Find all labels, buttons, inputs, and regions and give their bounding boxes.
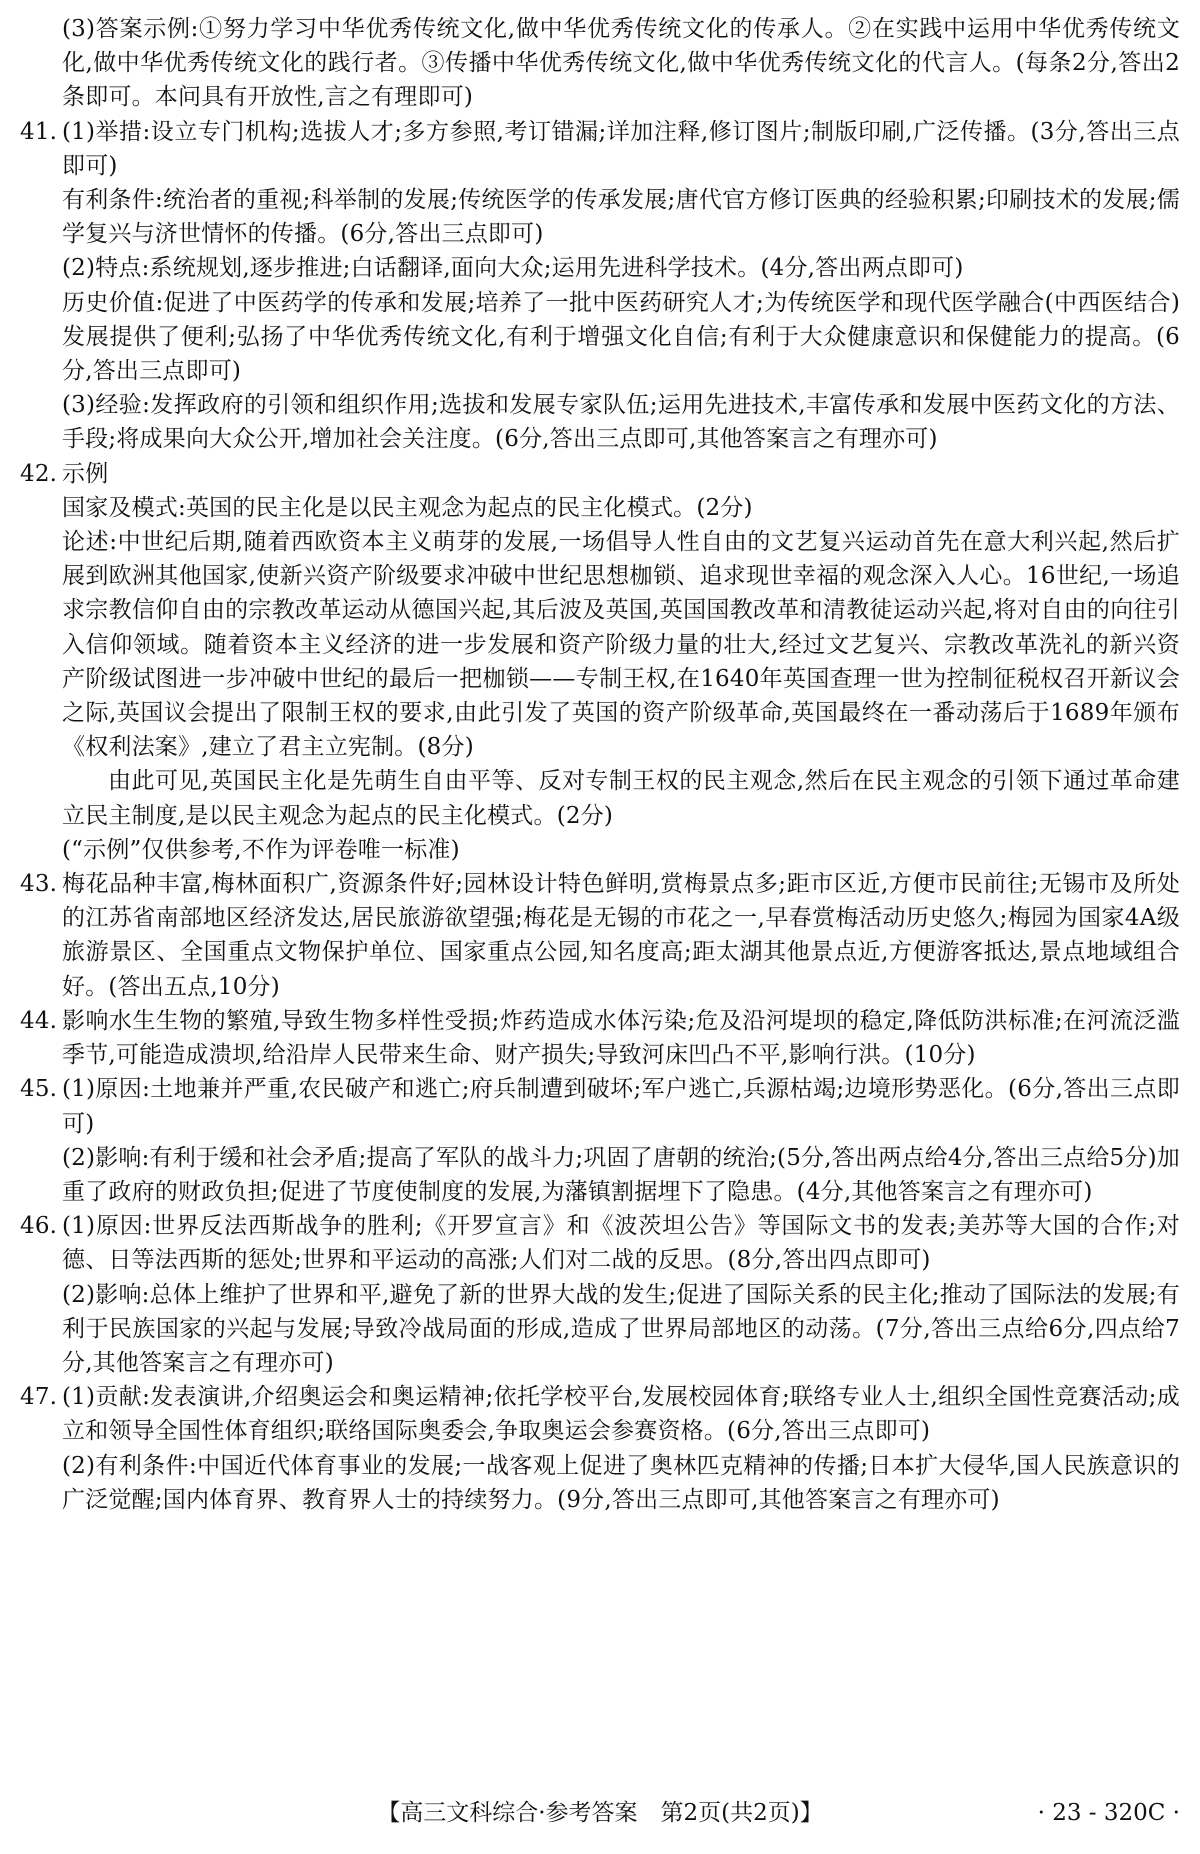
q45-causes: (1)原因:土地兼并严重,农民破产和逃亡;府兵制遭到破坏;军户逃亡,兵源枯竭;边境形势恶化。(6分,答出三点即可) [62,1076,1180,1137]
question-number: 41. [20,118,58,145]
question-45 [20,1072,1180,1209]
q47-contributions: (1)贡献:发表演讲,介绍奥运会和奥运精神;依托学校平台,发展校园体育;联络专业人士,组织全国性竞赛活动;成立和领导全国性体育组织;联络国际奥委会,争取奥运会参赛资格。(6分,答出三点即可) [62,1384,1180,1445]
q42-discussion: 论述:中世纪后期,随着西欧资本主义萌芽的发展,一场倡导人性自由的文艺复兴运动首先在意大利兴起,然后扩展到欧洲其他国家,使新兴资产阶级要求冲破中世纪思想枷锁、追求现世幸福的观念深入人心。16世纪,一场追求宗教信仰自由的宗教改革运动从德国兴起,其后波及英国,英国国教改革和清教徒运动兴起,将对自由的向往引入信仰领域。随着资本主义经济的进一步发展和资产阶级力量的壮大,经过文艺复兴、宗教改革洗礼的新兴资产阶级试图进一步冲破中世纪的最后一把枷锁——专制王权,在1640年英国查理一世为控制征税权召开新议会之际,英国议会提出了限制王权的要求,由此引发了英国的资产阶级革命,英国最终在一番动荡后于1689年颁布《权利法案》,建立了君主立宪制。(8分) [62,529,1180,761]
question-43 [20,867,1180,1004]
question-number: 46. [20,1213,58,1240]
question-46 [20,1209,1180,1380]
answer-content [20,12,1180,1517]
q41-experience: (3)经验:发挥政府的引领和组织作用;选拔和发展专家队伍;运用先进技术,丰富传承和发展中医药文化的方法、手段;将成果向大众公开,增加社会关注度。(6分,答出三点即可,其他答案言之有理亦可) [62,392,1180,453]
question-body [62,867,1180,1004]
q43-answer: 梅花品种丰富,梅林面积广,资源条件好;园林设计特色鲜明,赏梅景点多;距市区近,方便市民前往;无锡市及所处的江苏省南部地区经济发达,居民旅游欲望强;梅花是无锡的市花之一,早春赏梅活动历史悠久;梅园为国家4A级旅游景区、全国重点文物保护单位、国家重点公园,知名度高;距太湖其他景点近,方便游客抵达,景点地域组合好。(答出五点,10分) [62,871,1180,1000]
q41-features: (2)特点:系统规划,逐步推进;白话翻译,面向大众;运用先进科学技术。(4分,答出两点即可) [62,255,964,282]
q42-example-label: 示例 [62,460,109,487]
question-body [62,457,1180,867]
q42-conclusion: 由此可见,英国民主化是先萌生自由平等、反对专制王权的民主观念,然后在民主观念的引领下通过革命建立民主制度,是以民主观念为起点的民主化模式。(2分) [62,768,1180,829]
question-number: 44. [20,1007,58,1034]
q42-country-model: 国家及模式:英国的民主化是以民主观念为起点的民主化模式。(2分) [62,494,753,521]
q44-answer: 影响水生生物的繁殖,导致生物多样性受损;炸药造成水体污染;危及沿河堤坝的稳定,降低防洪标准;在河流泛滥季节,可能造成溃坝,给沿岸人民带来生命、财产损失;导致河床凹凸不平,影响行洪。(10分) [62,1007,1180,1069]
q47-conditions: (2)有利条件:中国近代体育事业的发展;一战客观上促进了奥林匹克精神的传播;日本扩大侵华,国人民族意识的广泛觉醒;国内体育界、教育界人士的持续努力。(9分,答出三点即可,其他答案言之有理亦可) [62,1452,1180,1513]
question-44 [20,1004,1180,1072]
question-body [62,115,1180,457]
footer-title: 【高三文科综合·参考答案 第2页(共2页)】 [377,1800,823,1826]
question-number: 47. [20,1384,58,1411]
question-body [62,1072,1180,1209]
question-41 [20,115,1180,457]
question-body [62,1209,1180,1380]
q46-impact: (2)影响:总体上维护了世界和平,避免了新的世界大战的发生;促进了国际关系的民主化;推动了国际法的发展;有利于民族国家的兴起与发展;导致冷战局面的形成,造成了世界局部地区的动荡。(7分,答出三点给6分,四点给7分,其他答案言之有理亦可) [62,1281,1180,1376]
question-number: 45. [20,1076,58,1103]
q40-part3: (3)答案示例:①努力学习中华优秀传统文化,做中华优秀传统文化的传承人。②在实践中运用中华优秀传统文化,做中华优秀传统文化的践行者。③传播中华优秀传统文化,做中华优秀传统文化的代言人。(每条2分,答出2条即可。本问具有开放性,言之有理即可) [62,16,1180,111]
q41-measures: (1)举措:设立专门机构;选拔人才;多方参照,考订错漏;详加注释,修订图片;制版印刷,广泛传播。(3分,答出三点即可) [62,118,1180,179]
q46-causes: (1)原因:世界反法西斯战争的胜利;《开罗宣言》和《波茨坦公告》等国际文书的发表;美苏等大国的合作;对德、日等法西斯的惩处;世界和平运动的高涨;人们对二战的反思。(8分,答出四点即可) [62,1213,1180,1274]
question-body [62,1380,1180,1517]
footer-code: · 23 - 320C · [1037,1800,1180,1826]
q42-note: (“示例”仅供参考,不作为评卷唯一标准) [62,836,460,863]
q45-impact: (2)影响:有利于缓和社会矛盾;提高了军队的战斗力;巩固了唐朝的统治;(5分,答出两点给4分,答出三点给5分)加重了政府的财政负担;促进了节度使制度的发展,为藩镇割据埋下了隐患。(4分,其他答案言之有理亦可) [62,1144,1180,1205]
question-number: 43. [20,871,58,898]
question-47 [20,1380,1180,1517]
q41-value: 历史价值:促进了中医药学的传承和发展;培养了一批中医药研究人才;为传统医学和现代医学融合(中西医结合)发展提供了便利;弘扬了中华优秀传统文化,有利于增强文化自信;有利于大众健康意识和保健能力的提高。(6分,答出三点即可) [62,289,1180,385]
question-number: 42. [20,460,58,487]
question-body [62,1004,1180,1072]
question-42 [20,457,1180,867]
q41-conditions: 有利条件:统治者的重视;科举制的发展;传统医学的传承发展;唐代官方修订医典的经验积累;印刷技术的发展;儒学复兴与济世情怀的传播。(6分,答出三点即可) [62,187,1180,248]
page-footer [0,1796,1200,1830]
